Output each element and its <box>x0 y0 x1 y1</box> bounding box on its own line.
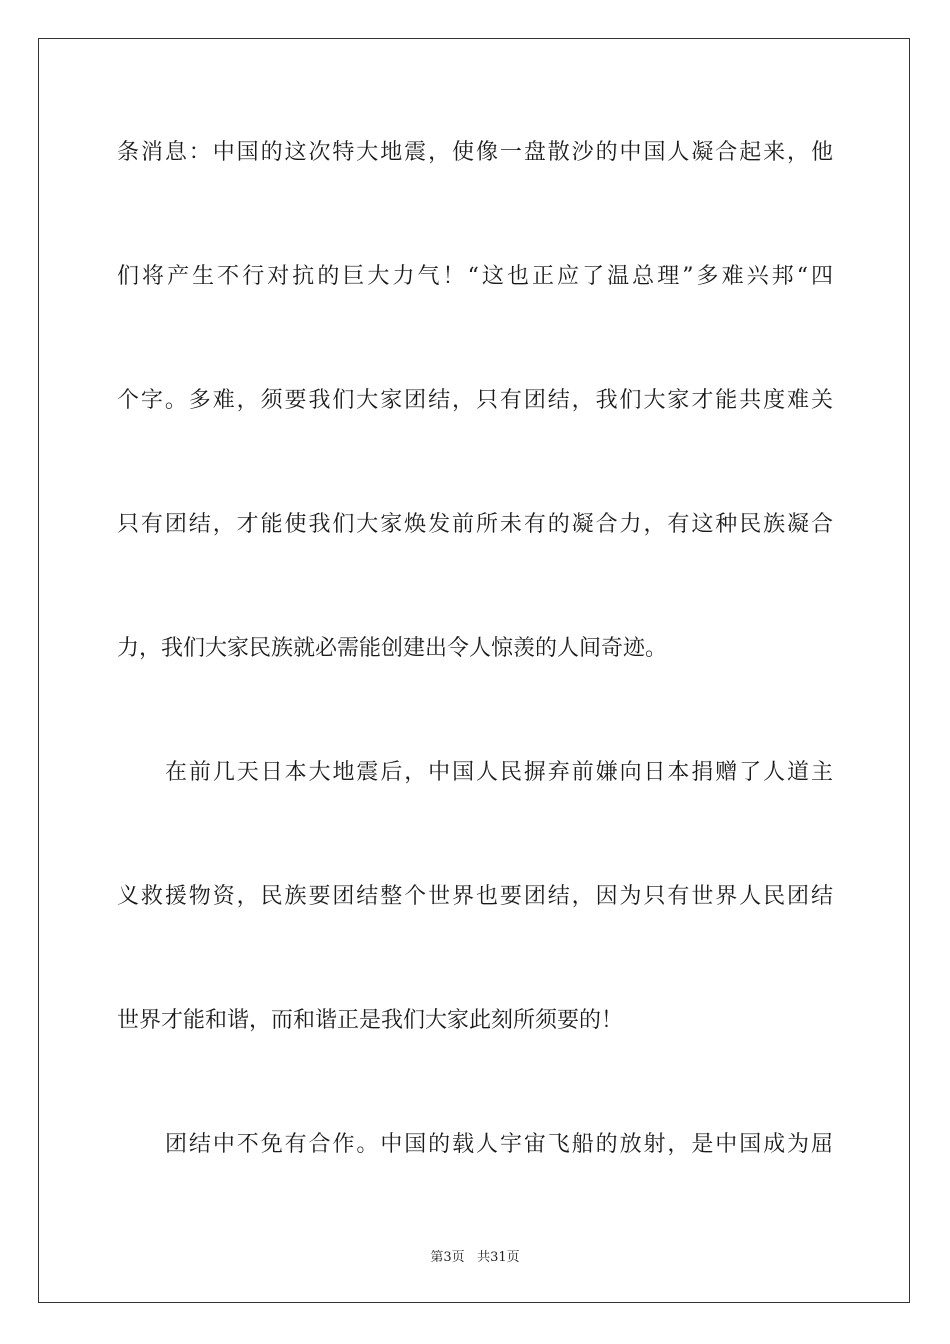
paragraph-first-line: 团结中不免有合作。中国的载人宇宙飞船的放射，是中国成为屈 <box>165 1132 833 1157</box>
body-text-line: 义救援物资，民族要团结整个世界也要团结，因为只有世界人民团结 <box>117 884 833 909</box>
body-text-line: 们将产生不行对抗的巨大力气！“这也正应了温总理”多难兴邦“四 <box>117 264 833 289</box>
body-text-line: 世界才能和谐，而和谐正是我们大家此刻所须要的！ <box>117 1008 624 1033</box>
page-footer <box>0 1249 950 1267</box>
total-pages: 共31页 <box>477 1250 520 1265</box>
page-border <box>38 38 910 1303</box>
page-number: 第3页 <box>430 1250 465 1265</box>
paragraph-first-line: 在前几天日本大地震后，中国人民摒弃前嫌向日本捐赠了人道主 <box>165 760 833 785</box>
body-text-line: 只有团结，才能使我们大家焕发前所未有的凝合力，有这种民族凝合 <box>117 512 833 537</box>
body-text-line: 条消息：中国的这次特大地震，使像一盘散沙的中国人凝合起来，他 <box>117 140 833 165</box>
body-text-line: 力，我们大家民族就必需能创建出令人惊羡的人间奇迹。 <box>117 636 668 661</box>
body-text-line: 个字。多难，须要我们大家团结，只有团结，我们大家才能共度难关 <box>117 388 833 413</box>
